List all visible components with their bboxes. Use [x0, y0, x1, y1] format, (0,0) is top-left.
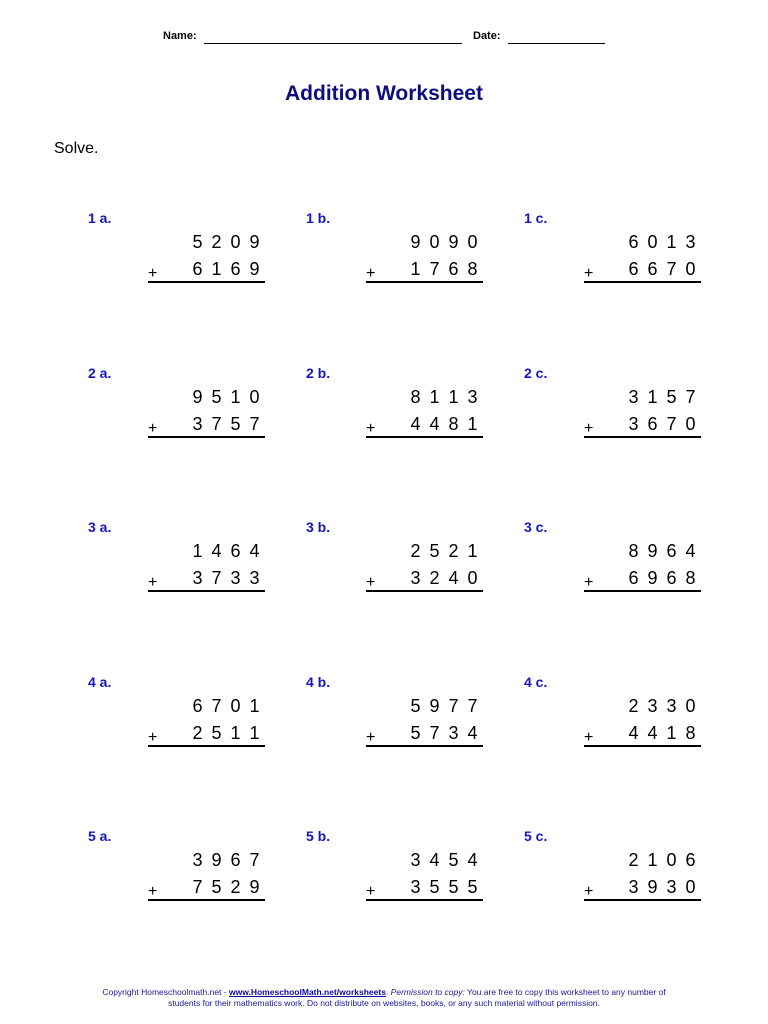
answer-rule: [148, 745, 265, 747]
plus-sign: +: [366, 420, 376, 437]
addend-bottom: [406, 414, 482, 436]
digit: 4: [429, 850, 440, 870]
answer-rule: [148, 436, 265, 438]
digit: 3: [666, 877, 677, 897]
digit: 1: [448, 387, 459, 407]
digit: 7: [666, 414, 677, 434]
digit: 5: [192, 232, 203, 252]
answer-rule: [584, 745, 701, 747]
header-fields: [0, 30, 768, 48]
digit: 1: [666, 723, 677, 743]
digit: 0: [249, 387, 260, 407]
digit: 6: [448, 259, 459, 279]
digit: 0: [666, 850, 677, 870]
digit: 5: [410, 696, 421, 716]
digit: 5: [211, 877, 222, 897]
digit: 0: [429, 232, 440, 252]
problem-label: 3 b.: [306, 519, 331, 535]
digit: 1: [192, 541, 203, 561]
digit: 3: [628, 414, 639, 434]
digit: 2: [628, 696, 639, 716]
digit: 7: [429, 259, 440, 279]
plus-sign: +: [584, 729, 594, 746]
footer-period: .: [385, 987, 391, 997]
digit: 6: [666, 541, 677, 561]
answer-rule: [366, 745, 483, 747]
digit: 2: [230, 877, 241, 897]
problem-5b: [306, 828, 526, 918]
problem-1a: [88, 210, 308, 300]
digit: 1: [410, 259, 421, 279]
addend-bottom: [406, 259, 482, 281]
problem-4a: [88, 674, 308, 764]
problem-label: 3 c.: [524, 519, 548, 535]
digit: 4: [429, 414, 440, 434]
digit: 4: [249, 541, 260, 561]
digit: 6: [628, 568, 639, 588]
digit: 5: [429, 877, 440, 897]
plus-sign: +: [366, 265, 376, 282]
plus-sign: +: [584, 265, 594, 282]
digit: 9: [448, 232, 459, 252]
digit: 7: [211, 568, 222, 588]
digit: 6: [628, 259, 639, 279]
page-title: Addition Worksheet: [285, 82, 483, 105]
digit: 4: [211, 541, 222, 561]
digit: 1: [230, 387, 241, 407]
digit: 6: [230, 850, 241, 870]
digit: 0: [685, 696, 696, 716]
addend-top: [406, 387, 482, 409]
digit: 7: [467, 696, 478, 716]
digit: 3: [685, 232, 696, 252]
digit: 9: [647, 877, 658, 897]
digit: 2: [429, 568, 440, 588]
digit: 5: [211, 723, 222, 743]
plus-sign: +: [584, 574, 594, 591]
digit: 3: [192, 568, 203, 588]
digit: 7: [192, 877, 203, 897]
name-blank-line: [204, 43, 462, 44]
digit: 1: [666, 232, 677, 252]
digit: 0: [647, 232, 658, 252]
addend-top: [624, 850, 700, 872]
digit: 7: [211, 696, 222, 716]
addend-top: [406, 232, 482, 254]
problem-label: 1 a.: [88, 210, 112, 226]
digit: 9: [647, 541, 658, 561]
addend-bottom: [624, 414, 700, 436]
addend-bottom: [624, 723, 700, 745]
problem-5c: [524, 828, 744, 918]
addend-bottom: [406, 877, 482, 899]
addend-top: [188, 541, 264, 563]
digit: 0: [230, 696, 241, 716]
digit: 3: [192, 850, 203, 870]
plus-sign: +: [366, 883, 376, 900]
problem-label: 1 b.: [306, 210, 331, 226]
digit: 4: [467, 850, 478, 870]
digit: 7: [666, 259, 677, 279]
digit: 5: [448, 850, 459, 870]
digit: 0: [467, 232, 478, 252]
digit: 5: [467, 877, 478, 897]
digit: 1: [467, 541, 478, 561]
digit: 3: [628, 387, 639, 407]
plus-sign: +: [584, 420, 594, 437]
problem-label: 2 c.: [524, 365, 548, 381]
problem-4b: [306, 674, 526, 764]
date-label: Date:: [473, 30, 501, 42]
digit: 0: [685, 877, 696, 897]
digit: 7: [685, 387, 696, 407]
problem-2b: [306, 365, 526, 455]
digit: 0: [467, 568, 478, 588]
digit: 3: [230, 568, 241, 588]
instructions: Solve.: [54, 140, 99, 157]
answer-rule: [366, 281, 483, 283]
digit: 5: [666, 387, 677, 407]
problem-label: 2 a.: [88, 365, 112, 381]
answer-rule: [584, 436, 701, 438]
digit: 6: [666, 568, 677, 588]
digit: 7: [249, 414, 260, 434]
digit: 6: [685, 850, 696, 870]
digit: 8: [467, 259, 478, 279]
digit: 8: [410, 387, 421, 407]
addend-top: [188, 232, 264, 254]
problem-3a: [88, 519, 308, 609]
addend-bottom: [624, 259, 700, 281]
digit: 3: [192, 414, 203, 434]
addend-top: [624, 696, 700, 718]
addend-bottom: [624, 877, 700, 899]
digit: 9: [410, 232, 421, 252]
digit: 9: [249, 232, 260, 252]
digit: 9: [647, 568, 658, 588]
digit: 4: [448, 568, 459, 588]
digit: 5: [230, 414, 241, 434]
plus-sign: +: [148, 883, 158, 900]
digit: 6: [647, 259, 658, 279]
digit: 5: [211, 387, 222, 407]
digit: 1: [647, 387, 658, 407]
plus-sign: +: [148, 729, 158, 746]
name-label: Name:: [163, 30, 197, 42]
addend-bottom: [188, 877, 264, 899]
digit: 6: [192, 696, 203, 716]
addend-bottom: [624, 568, 700, 590]
digit: 0: [685, 414, 696, 434]
digit: 5: [448, 877, 459, 897]
digit: 7: [249, 850, 260, 870]
addend-bottom: [406, 568, 482, 590]
digit: 4: [410, 414, 421, 434]
problem-label: 5 c.: [524, 828, 548, 844]
problem-label: 4 a.: [88, 674, 112, 690]
addend-top: [624, 232, 700, 254]
digit: 2: [410, 541, 421, 561]
problem-label: 2 b.: [306, 365, 331, 381]
addend-top: [406, 541, 482, 563]
digit: 1: [230, 723, 241, 743]
problem-label: 5 b.: [306, 828, 331, 844]
digit: 7: [211, 414, 222, 434]
digit: 2: [628, 850, 639, 870]
answer-rule: [584, 590, 701, 592]
problem-label: 3 a.: [88, 519, 112, 535]
footer-copyright: [90, 987, 678, 1009]
date-blank-line: [508, 43, 605, 44]
digit: 4: [647, 723, 658, 743]
problem-2a: [88, 365, 308, 455]
problem-3b: [306, 519, 526, 609]
digit: 0: [685, 259, 696, 279]
plus-sign: +: [584, 883, 594, 900]
digit: 5: [429, 541, 440, 561]
answer-rule: [584, 281, 701, 283]
answer-rule: [366, 899, 483, 901]
digit: 1: [249, 696, 260, 716]
addend-bottom: [188, 414, 264, 436]
digit: 7: [429, 723, 440, 743]
digit: 9: [249, 877, 260, 897]
digit: 3: [249, 568, 260, 588]
digit: 3: [410, 568, 421, 588]
addend-top: [624, 541, 700, 563]
digit: 1: [211, 259, 222, 279]
problem-label: 4 c.: [524, 674, 548, 690]
digit: 9: [192, 387, 203, 407]
plus-sign: +: [366, 729, 376, 746]
digit: 9: [249, 259, 260, 279]
plus-sign: +: [148, 420, 158, 437]
problem-label: 1 c.: [524, 210, 548, 226]
addend-top: [406, 850, 482, 872]
digit: 6: [230, 259, 241, 279]
digit: 1: [467, 414, 478, 434]
addend-top: [188, 850, 264, 872]
answer-rule: [584, 899, 701, 901]
digit: 3: [666, 696, 677, 716]
problem-label: 4 b.: [306, 674, 331, 690]
answer-rule: [366, 436, 483, 438]
answer-rule: [148, 281, 265, 283]
digit: 8: [628, 541, 639, 561]
digit: 8: [448, 414, 459, 434]
digit: 4: [467, 723, 478, 743]
plus-sign: +: [366, 574, 376, 591]
addend-bottom: [188, 568, 264, 590]
digit: 2: [192, 723, 203, 743]
problem-1c: [524, 210, 744, 300]
problem-label: 5 a.: [88, 828, 112, 844]
digit: 4: [628, 723, 639, 743]
digit: 6: [628, 232, 639, 252]
digit: 3: [410, 850, 421, 870]
footer-permission-text: You are free to copy this worksheet to any number of students for their mathematics work. Do not distribute on websites, books, or any such material without permission.: [168, 987, 666, 1008]
addend-top: [406, 696, 482, 718]
digit: 7: [448, 696, 459, 716]
digit: 2: [448, 541, 459, 561]
answer-rule: [148, 590, 265, 592]
digit: 1: [647, 850, 658, 870]
digit: 2: [211, 232, 222, 252]
answer-rule: [366, 590, 483, 592]
addend-bottom: [188, 259, 264, 281]
addend-top: [188, 696, 264, 718]
digit: 3: [410, 877, 421, 897]
digit: 5: [410, 723, 421, 743]
problem-1b: [306, 210, 526, 300]
digit: 6: [230, 541, 241, 561]
problem-2c: [524, 365, 744, 455]
problem-4c: [524, 674, 744, 764]
digit: 8: [685, 568, 696, 588]
problem-3c: [524, 519, 744, 609]
digit: 3: [448, 723, 459, 743]
digit: 6: [647, 414, 658, 434]
digit: 3: [467, 387, 478, 407]
digit: 8: [685, 723, 696, 743]
digit: 4: [685, 541, 696, 561]
digit: 9: [211, 850, 222, 870]
footer-permission-label: Permission to copy:: [390, 987, 465, 997]
footer-copyright-text: Copyright Homeschoolmath.net -: [102, 987, 229, 997]
digit: 1: [429, 387, 440, 407]
digit: 1: [249, 723, 260, 743]
digit: 3: [628, 877, 639, 897]
addend-top: [624, 387, 700, 409]
plus-sign: +: [148, 265, 158, 282]
addend-top: [188, 387, 264, 409]
addend-bottom: [188, 723, 264, 745]
digit: 6: [192, 259, 203, 279]
problem-5a: [88, 828, 308, 918]
digit: 0: [230, 232, 241, 252]
addend-bottom: [406, 723, 482, 745]
footer-link[interactable]: www.HomeschoolMath.net/worksheets: [228, 987, 386, 997]
digit: 9: [429, 696, 440, 716]
plus-sign: +: [148, 574, 158, 591]
digit: 3: [647, 696, 658, 716]
answer-rule: [148, 899, 265, 901]
